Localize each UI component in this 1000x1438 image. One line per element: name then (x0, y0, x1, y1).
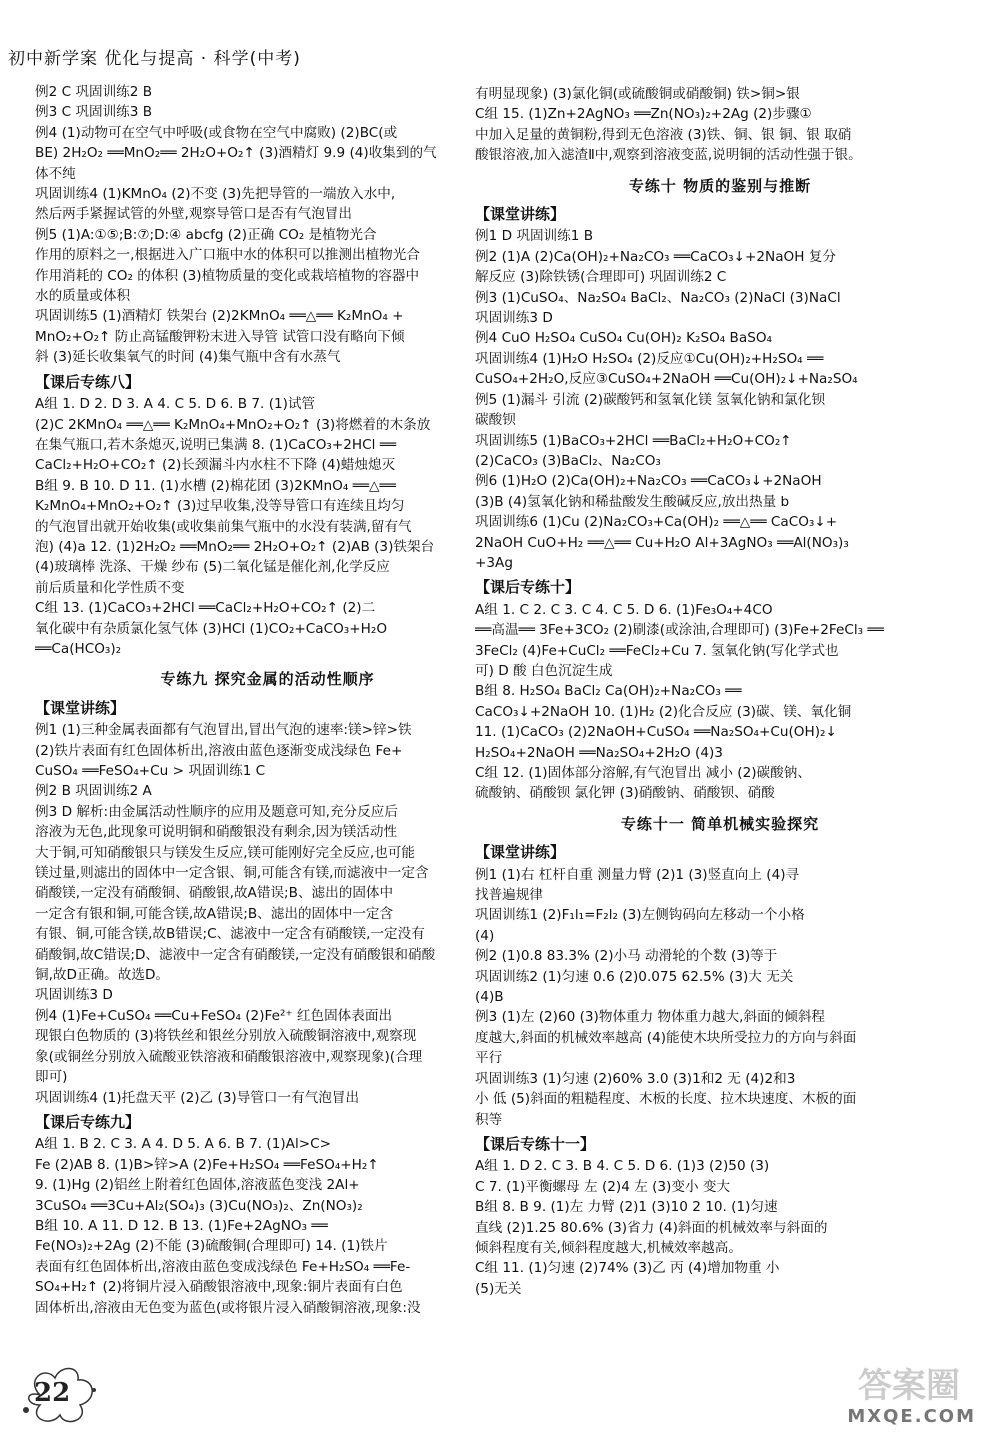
right-line: (2)CaCO₃ (3)BaCl₂、Na₂CO₃ (475, 452, 661, 469)
left-line: 巩固训练4 (1)托盘天平 (2)乙 (3)导管口一有气泡冒出 (35, 1089, 360, 1106)
right-line: 直线 (2)1.25 80.6% (3)省力 (4)斜面的机械效率与斜面的 (475, 1219, 828, 1236)
right-column (475, 84, 965, 1299)
right-line: 巩固训练2 (1)匀速 0.6 (2)0.075 62.5% (3)大 无关 (475, 968, 794, 985)
right-line: C组 11. (1)匀速 (2)74% (3)乙 丙 (4)增加物重 小 (475, 1260, 780, 1277)
right-line: 例2 (1)0.8 83.3% (2)小马 动滑轮的个数 (3)等于 (475, 948, 778, 965)
left-line: 3CuSO₄ ══3Cu+Al₂(SO₄)₃ (3)Cu(NO₃)₂、Zn(NO₃)₂ (35, 1197, 363, 1214)
left-line: CuSO₄ ══FeSO₄+Cu > 巩固训练1 C (35, 763, 266, 779)
left-line: 铜,故D正确。故选D。 (35, 967, 170, 984)
section-title: 专练十一 简单机械实验探究 (620, 814, 820, 833)
right-line: B组 8. B 9. (1)左 力臂 (2)1 (3)10 2 10. (1)匀速 (475, 1199, 778, 1216)
left-line: SO₄+H₂↑ (2)将铜片浸入硝酸银溶液中,现象:铜片表面有白色 (35, 1279, 403, 1296)
subsection-title: 【课堂讲练】 (475, 843, 566, 862)
left-line: (2)铁片表面有红色固体析出,溶液由蓝色逐渐变成浅绿色 Fe+ (35, 742, 403, 759)
right-line: 巩固训练3 D (475, 310, 553, 327)
right-line: 例4 CuO H₂SO₄ CuSO₄ Cu(OH)₂ K₂SO₄ BaSO₄ (475, 330, 772, 347)
right-line: 巩固训练6 (1)Cu (2)Na₂CO₃+Ca(OH)₂ ══△══ CaCO₃↓+ (475, 514, 838, 531)
left-line: (2)C 2KMnO₄ ══△══ K₂MnO₄+MnO₂+O₂↑ (3)将燃着的木条放 (35, 416, 431, 433)
left-line: 作用消耗的 CO₂ 的体积 (3)植物质量的变化或栽培植物的容器中 (35, 267, 420, 284)
right-line: 硫酸钠、硝酸钡 氯化钾 (3)硝酸钠、硝酸钡、硝酸 (475, 785, 775, 802)
right-line: (3)B (4)氢氧化钠和稀盐酸发生酸碱反应,放出热量 b (475, 493, 790, 510)
left-line: 例1 (1)三种金属表面都有气泡冒出,冒出气泡的速率:镁>锌>铁 (35, 722, 412, 739)
left-line: 例3 D 解析:由金属活动性顺序的应用及题意可知,充分反应后 (35, 803, 398, 820)
right-line: (5)无关 (475, 1280, 522, 1297)
right-line: 酸银溶液,加入滤渣Ⅱ中,观察到溶液变蓝,说明铜的活动性强于银。 (475, 147, 862, 164)
left-line: 水的质量或体积 (35, 288, 131, 305)
left-line: Fe (2)AB 8. (1)B>锌>A (2)Fe+H₂SO₄ ══FeSO₄+H₂↑ (35, 1156, 379, 1173)
left-line: 巩固训练5 (1)酒精灯 铁架台 (2)2KMnO₄ ══△══ K₂MnO₄ + (35, 308, 404, 325)
left-line: 9. (1)Hg (2)铝丝上附着红色固体,溶液蓝色变浅 2Al+ (35, 1177, 360, 1194)
right-line: (4)B (475, 989, 504, 1006)
right-line: C组 12. (1)固体部分溶解,有气泡冒出 减小 (2)碳酸钠、 (475, 765, 811, 781)
left-line: C组 13. (1)CaCO₃+2HCl ══CaCl₂+H₂O+CO₂↑ (2)二 (35, 600, 376, 617)
right-line: 找普遍规律 (475, 887, 543, 904)
watermark-logo: 答案圈 (858, 1366, 960, 1406)
subsection-title: 【课堂讲练】 (475, 205, 566, 224)
left-line: 然后两手紧握试管的外壁,观察导管口是否有气泡冒出 (35, 206, 352, 223)
right-line: 巩固训练3 (1)匀速 (2)60% 3.0 (3)1和2 无 (4)2和3 (475, 1070, 796, 1087)
watermark-site: MXQE.COM (847, 1406, 976, 1427)
left-line: K₂MnO₄+MnO₂+O₂↑ (3)过早收集,没等导管口有连续且均匀 (35, 498, 405, 515)
right-line: 例1 (1)右 杠杆自重 测量力臂 (2)1 (3)竖直向上 (4)寻 (475, 866, 800, 883)
left-line: 例4 (1)动物可在空气中呼吸(或食物在空气中腐败) (2)BC(或 (35, 124, 398, 141)
right-line: 例5 (1)漏斗 引流 (2)碳酸钙和氢氧化镁 氢氧化钠和氯化钡 (475, 391, 825, 408)
right-line: 中加入足量的黄铜粉,得到无色溶液 (3)铁、铜、银 铜、银 取硝 (475, 126, 852, 143)
left-line: 即可) (35, 1069, 68, 1086)
left-line: 溶液为无色,此现象可说明铜和硝酸银没有剩余,因为镁活动性 (35, 824, 398, 841)
page-number: 22 (34, 1378, 71, 1408)
left-line: 例5 (1)A:①⑤;B:⑦;D:④ abcfg (2)正确 CO₂ 是植物光合 (35, 226, 377, 243)
left-line: 有银、铜,可能含镁,故B错误;C、滤液中一定含有硝酸镁,一定没有 (35, 926, 425, 943)
left-line: CaCl₂+H₂O+CO₂↑ (2)长颈漏斗内水柱不下降 (4)蜡烛熄灭 (35, 457, 396, 474)
right-line: A组 1. D 2. C 3. B 4. C 5. D 6. (1)3 (2)50 (3) (475, 1158, 770, 1175)
right-line: (4) (475, 927, 495, 944)
right-line: 例6 (1)H₂O (2)Ca(OH)₂+Na₂CO₃ ══CaCO₃↓+2NaOH (475, 473, 822, 490)
left-line: A组 1. B 2. C 3. A 4. D 5. A 6. B 7. (1)Al>C> (35, 1136, 331, 1153)
left-line: 一定含有银和铜,可能含镁,故A错误;B、滤出的固体中一定含 (35, 905, 394, 922)
left-column (35, 82, 500, 1318)
left-line: 现银白色物质的 (3)将铁丝和银丝分别放入硫酸铜溶液中,观察现 (35, 1028, 417, 1045)
right-line: ══高温══ 3Fe+3CO₂ (2)刷漆(或涂油,合理即可) (3)Fe+2FeCl₃ ══ (475, 622, 884, 639)
left-line: 的气泡冒出就开始收集(或收集前集气瓶中的水没有装满,留有气 (35, 518, 412, 535)
right-line: C组 15. (1)Zn+2AgNO₃ ══Zn(NO₃)₂+2Ag (2)步骤① (475, 106, 812, 123)
right-line: 平行 (475, 1050, 503, 1067)
left-line: 氧化碳中有杂质氯化氢气体 (3)HCl (1)CO₂+CaCO₃+H₂O (35, 620, 388, 637)
left-line: 作用的原料之一,根据进入广口瓶中水的体积可以推测出植物光合 (35, 247, 420, 264)
right-line: 碳酸钡 (475, 412, 516, 429)
page-header: 初中新学案 优化与提高 · 科学(中考) (8, 49, 301, 69)
right-line: 例3 (1)CuSO₄、Na₂SO₄ BaCl₂、Na₂CO₃ (2)NaCl (3)NaCl (475, 289, 841, 306)
section-title: 专练十 物质的鉴别与推断 (628, 176, 812, 195)
left-line: B组 10. A 11. D 12. B 13. (1)Fe+2AgNO₃ ══ (35, 1217, 328, 1234)
right-line: 例2 (1)A (2)Ca(OH)₂+Na₂CO₃ ══CaCO₃↓+2NaOH 复分 (475, 248, 836, 265)
left-line: ══Ca(HCO₃)₂ (35, 640, 122, 657)
left-line: 例2 B 巩固训练2 A (35, 783, 152, 800)
right-line: 11. (1)CaCO₃ (2)2NaOH+CuSO₄ ══Na₂SO₄+Cu(OH)₂↓ (475, 724, 837, 741)
left-line: Fe(NO₃)₂+2Ag (2)不能 (3)硫酸铜(合理即可) 14. (1)铁片 (35, 1238, 388, 1255)
right-line: 巩固训练5 (1)BaCO₃+2HCl ══BaCl₂+H₂O+CO₂↑ (475, 432, 792, 449)
left-line: 前后质量和化学性质不变 (35, 579, 185, 596)
right-line: 巩固训练1 (2)F₁l₁=F₂l₂ (3)左侧钩码向左移动一个小格 (475, 907, 805, 924)
left-line: 固体析出,溶液由无色变为蓝色(或将银片浸入硝酸铜溶液,现象:没 (35, 1299, 421, 1316)
subsection-title: 【课后专练九】 (35, 1112, 141, 1131)
subsection-title: 【课后专练十一】 (475, 1134, 596, 1153)
right-line: 倾斜程度有关,倾斜程度越大,机械效率越高。 (475, 1239, 742, 1256)
subsection-title: 【课后专练八】 (35, 372, 141, 391)
left-line: 例3 C 巩固训练3 B (35, 104, 153, 121)
left-line: 象(或铜丝分别放入硫酸亚铁溶液和硝酸银溶液中,观察现象)(合理 (35, 1048, 423, 1065)
right-line: 例3 (1)左 (2)60 (3)物体重力 物体重力越大,斜面的倾斜程 (475, 1009, 826, 1026)
left-line: 体不纯 (35, 165, 76, 182)
right-line: 例1 D 巩固训练1 B (475, 228, 594, 245)
left-line: 例2 C 巩固训练2 B (35, 84, 153, 100)
left-line: (4)玻璃棒 洗涤、干燥 纱布 (5)二氧化锰是催化剂,化学反应 (35, 559, 390, 576)
left-line: 在集气瓶口,若木条熄灭,说明已集满 8. (1)CaCO₃+2HCl ══ (35, 436, 397, 453)
left-line: 例4 (1)Fe+CuSO₄ ══Cu+FeSO₄ (2)Fe²⁺ 红色固体表面出 (35, 1007, 393, 1024)
right-line: CaCO₃↓+2NaOH 10. (1)H₂ (2)化合反应 (3)碳、镁、氧化铜 (475, 703, 852, 720)
right-line: 有明显现象) (3)氯化铜(或硫酸铜或硝酸铜) 铁>铜>银 (475, 86, 800, 102)
left-line: 巩固训练3 D (35, 987, 113, 1004)
left-line: 镁过量,则滤出的固体中一定含银、铜,可能含有镁,而滤液中一定含 (35, 865, 429, 882)
right-line: C 7. (1)平衡螺母 左 (2)4 左 (3)变小 变大 (475, 1178, 731, 1195)
left-line: 泡) (4)a 12. (1)2H₂O₂ ══MnO₂══ 2H₂O+O₂↑ (2)AB (3)铁架台 (35, 538, 435, 555)
right-line: 2NaOH CuO+H₂ ══△══ Cu+H₂O Al+3AgNO₃ ══Al(NO₃)₃ (475, 534, 849, 551)
right-line: 3FeCl₂ (4)Fe+CuCl₂ ══FeCl₂+Cu 7. 氢氧化钠(写化学式也 (475, 642, 839, 659)
right-line: 可) D 酸 白色沉淀生成 (475, 662, 613, 679)
left-line: 硝酸铜,故C错误;D、滤液中一定含有硝酸镁,一定没有硝酸银和硝酸 (35, 946, 436, 963)
right-line: A组 1. C 2. C 3. C 4. C 5. D 6. (1)Fe₃O₄+4CO (475, 601, 773, 618)
right-line: 巩固训练4 (1)H₂O H₂SO₄ (2)反应①Cu(OH)₂+H₂SO₄ ══ (475, 350, 824, 367)
left-line: MnO₂+O₂↑ 防止高锰酸钾粉末进入导管 试管口没有略向下倾 (35, 328, 405, 345)
subsection-title: 【课后专练十】 (475, 578, 581, 597)
right-line: 积等 (475, 1111, 503, 1128)
right-line: H₂SO₄+2NaOH ══Na₂SO₄+2H₂O (4)3 (475, 744, 723, 761)
left-line: B组 9. B 10. D 11. (1)水槽 (2)棉花团 (3)2KMnO₄ ══△══ (35, 477, 396, 494)
right-line: CuSO₄+2H₂O,反应③CuSO₄+2NaOH ══Cu(OH)₂↓+Na₂SO₄ (475, 371, 858, 388)
right-line: B组 8. H₂SO₄ BaCl₂ Ca(OH)₂+Na₂CO₃ ══ (475, 683, 742, 700)
right-line: 度越大,斜面的机械效率越高 (4)能使木块所受拉力的方向与斜面 (475, 1029, 857, 1046)
left-line: 巩固训练4 (1)KMnO₄ (2)不变 (3)先把导管的一端放入水中, (35, 186, 396, 203)
left-line: BE) 2H₂O₂ ══MnO₂══ 2H₂O+O₂↑ (3)酒精灯 9.9 (4)收集到的气 (35, 145, 437, 162)
right-line: 解反应 (3)除铁锈(合理即可) 巩固训练2 C (475, 269, 727, 286)
right-line: +3Ag (475, 554, 513, 571)
left-line: A组 1. D 2. D 3. A 4. C 5. D 6. B 7. (1)试管 (35, 396, 316, 413)
section-title: 专练九 探究金属的活动性顺序 (160, 670, 375, 689)
subsection-title: 【课堂讲练】 (35, 698, 126, 717)
left-line: 表面有红色固体析出,溶液由蓝色变成浅绿色 Fe+H₂SO₄ ══Fe- (35, 1258, 411, 1275)
left-line: 硝酸镁,一定没有硝酸铜、硝酸银,故A错误;B、滤出的固体中 (35, 885, 394, 902)
left-line: 大于铜,可知硝酸银只与镁发生反应,镁可能刚好完全反应,也可能 (35, 844, 415, 861)
left-line: 斜 (3)延长收集氧气的时间 (4)集气瓶中含有水蒸气 (35, 349, 341, 366)
right-line: 小 低 (5)斜面的粗糙程度、木板的长度、拉木块速度、木板的面 (475, 1091, 857, 1108)
